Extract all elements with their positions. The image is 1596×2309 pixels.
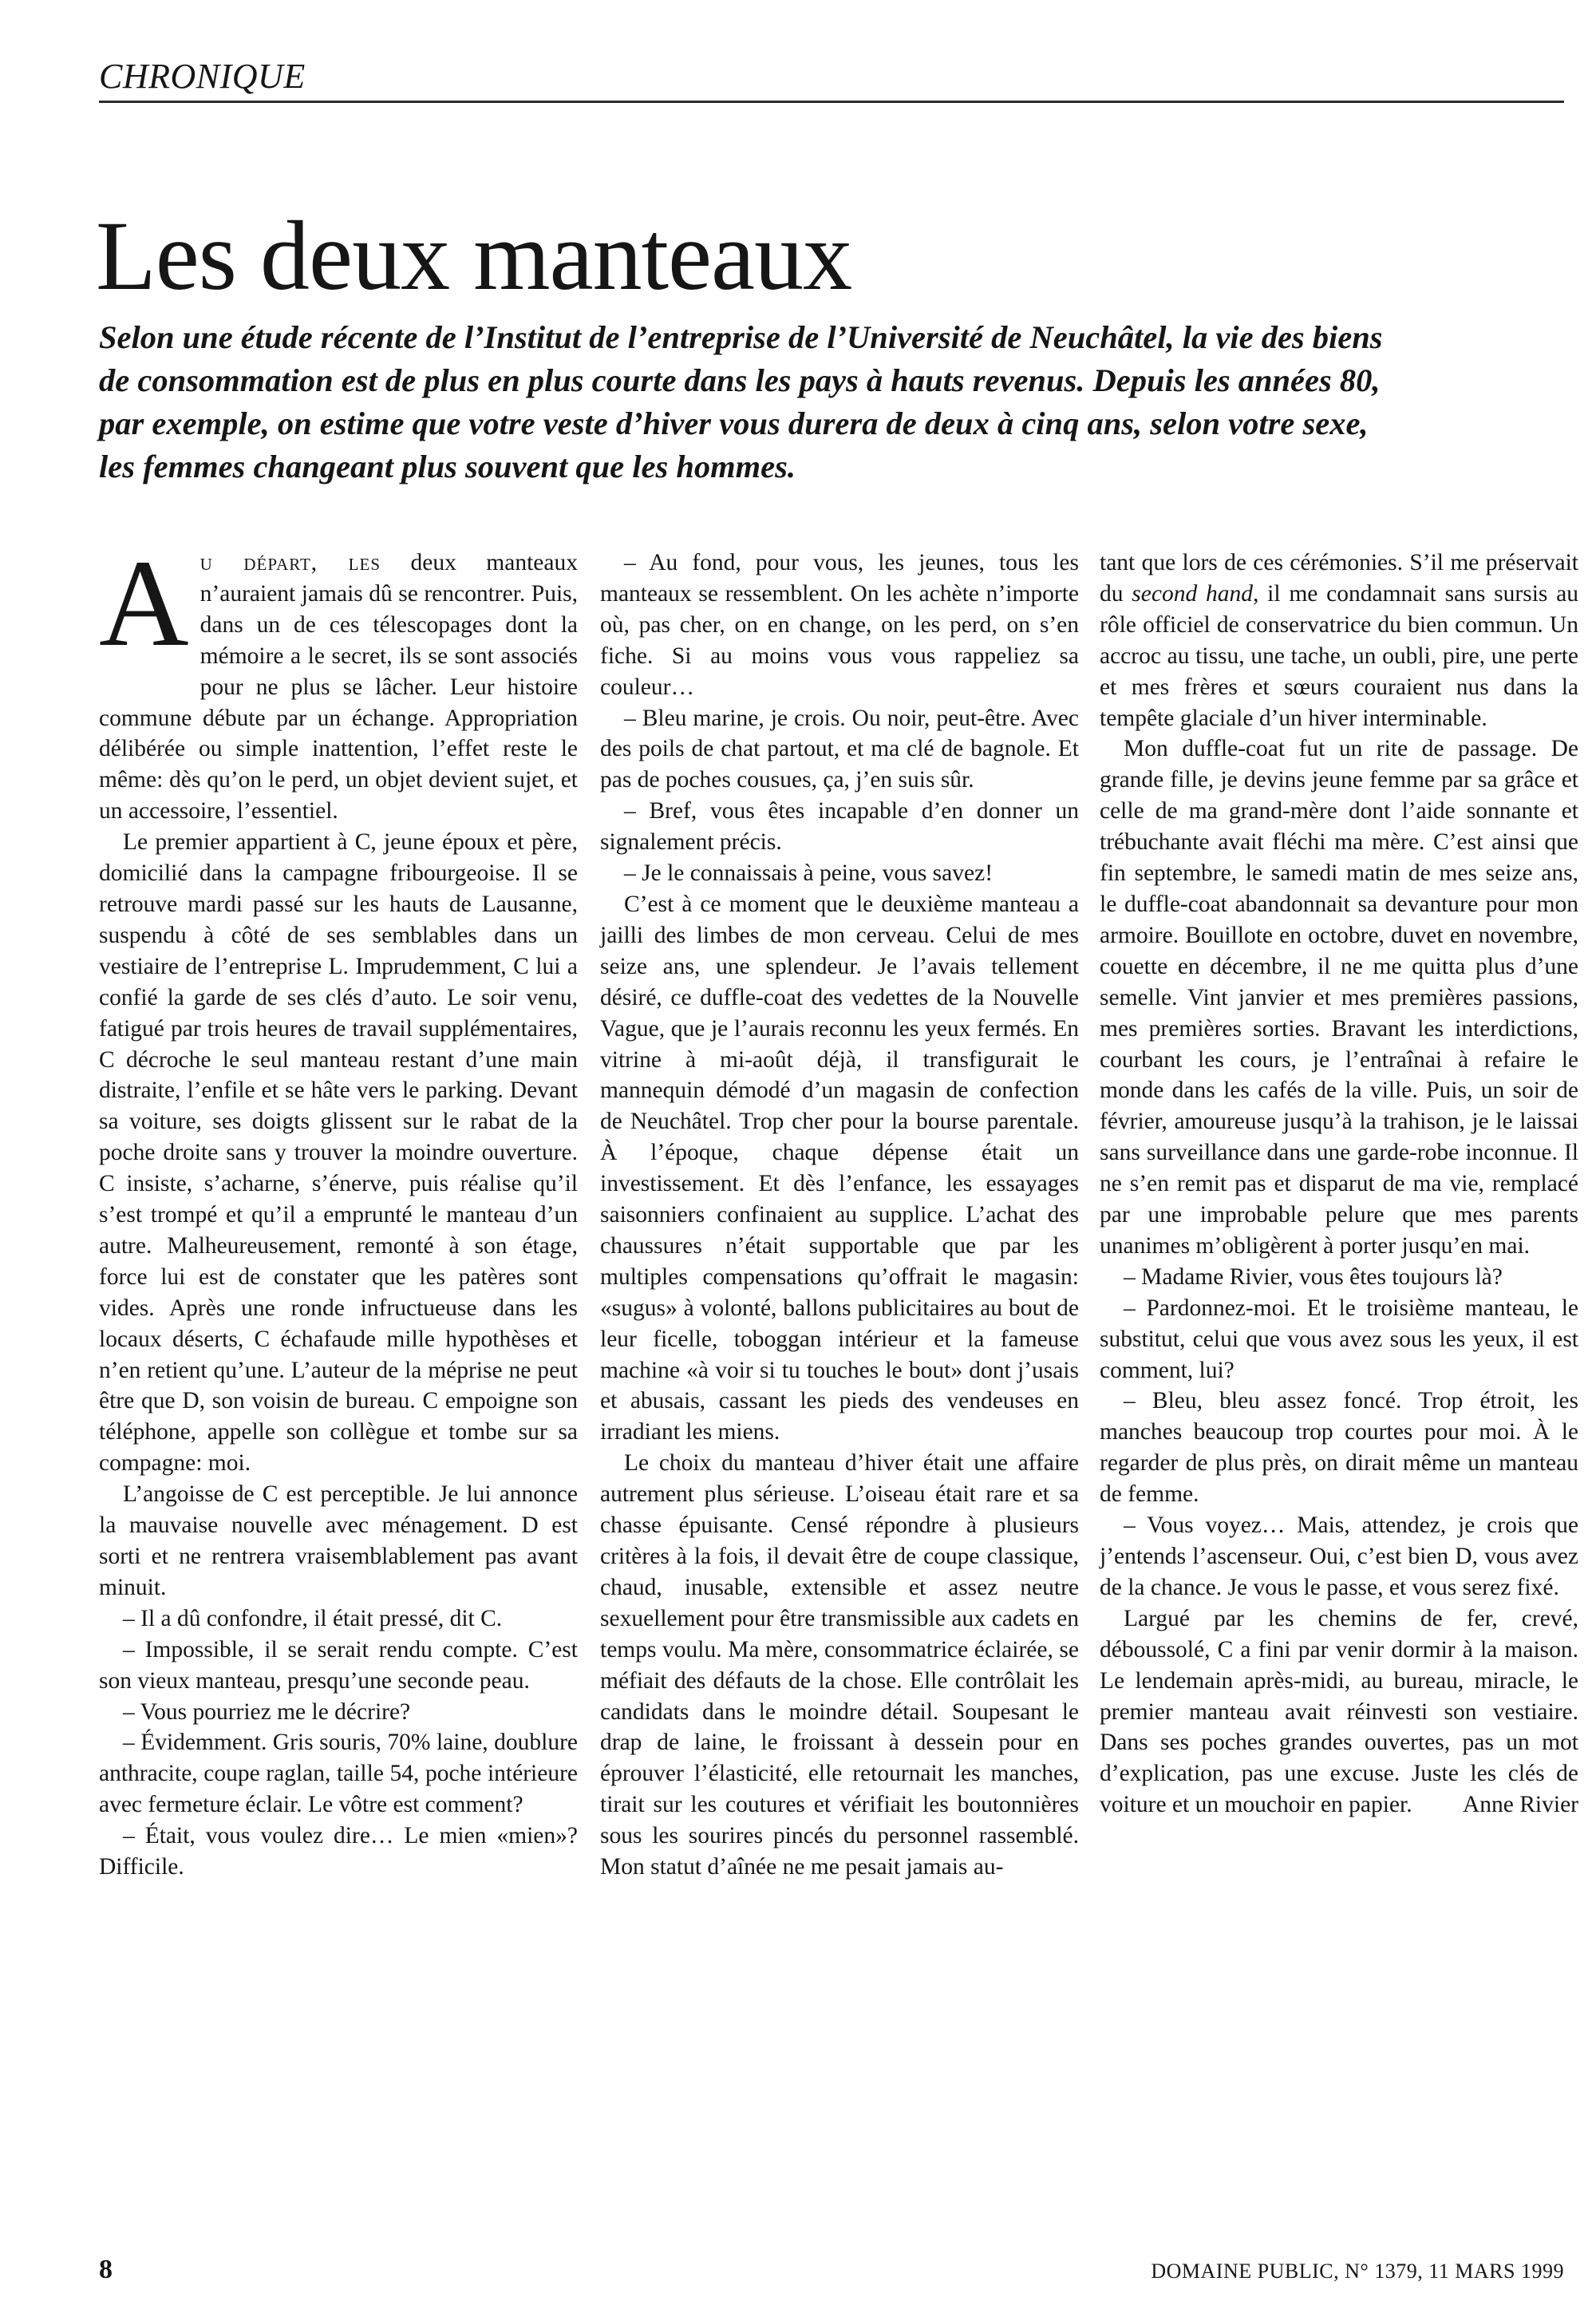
column-1: [99, 534, 578, 1883]
column-3: [1100, 548, 1578, 1821]
rubric-header: CHRONIQUE: [99, 56, 1564, 103]
article-title: Les deux manteaux: [96, 201, 852, 311]
page-number: 8: [99, 2255, 113, 2284]
opening-text: deux manteaux n’auraient jamais dû se rencontrer. Puis, dans un de ces télescopages dont la mémoire a le secret, ils se sont associés pour ne plus se lâcher. Leur histoire commune débute par un échange. Appropriation délibérée ou simple inattention, l’effet reste le même: dès qu’on le perd, un objet devient sujet, et un accessoire, l’essentiel.: [99, 550, 578, 824]
dialogue-line: – Évidemment. Gris souris, 70% laine, doublure anthracite, coupe raglan, taille 54, poche intérieure avec fermeture éclair. Le vôtre est comment?: [99, 1730, 578, 1818]
paragraph: Le choix du manteau d’hiver était une affaire autrement plus sérieuse. L’oiseau était rare et sa chasse épuisante. Censé répondre à plusieurs critères à la fois, il devait être de coupe classique, chaud, inusable, extensible et assez neutre sexuellement pour être transmissible aux cadets en temps voulu. Ma mère, consommatrice éclairée, se méfiait des défauts de la chose. Elle contrôlait les candidats dans le moindre détail. Soupesant le drap de laine, le froissant à dessein pour en éprouver l’élasticité, elle retournait les manches, tirait sur les coutures et vérifiait les boutonnières sous les sourires pincés du personnel rassemblé. Mon statut d’aînée ne me pesait jamais au-: [600, 1450, 1079, 1880]
text-run: tant que lors de ces cérémonies. S’il me préservait du: [1100, 550, 1578, 607]
paragraph: Mon duffle-coat fut un rite de passage. De grande fille, je devins jeune femme par sa grâce et celle de ma grand-mère dont l’aide sonnante et trébuchante avait fléchi ma mère. C’est ainsi que fin septembre, le samedi matin de mes seize ans, le duffle-coat abandonnait sa devanture pour mon armoire. Bouillote en octobre, duvet en novembre, couette en décembre, il ne me quitta plus d’une semelle. Vint janvier et mes premières passions, mes premières sorties. Bravant les interdictions, courbant les cours, je l’entraînai à refaire le monde dans les cafés de la ville. Puis, un soir de février, amoureuse jusqu’à la trahison, je le laissai sans surveillance dans une garde-robe inconnue. Il ne s’en remit pas et disparut de ma vie, remplacé par une improbable pelure que mes parents unanimes m’obligèrent à porter jusqu’en mai.: [1100, 736, 1578, 1259]
dialogue-line: – Pardonnez-moi. Et le troisième manteau, le substitut, celui que vous avez sous les yeux, il est comment, lui?: [1100, 1295, 1578, 1383]
dialogue-line: – Était, vous voulez dire… Le mien «mien»? Difficile.: [99, 1823, 578, 1880]
dialogue-line: – Bref, vous êtes incapable d’en donner un signalement précis.: [600, 798, 1079, 856]
dialogue-line: – Bleu, bleu assez foncé. Trop étroit, les manches beaucoup trop courtes pour moi. À le regarder de plus près, on dirait même un manteau de femme.: [1100, 1388, 1578, 1508]
dialogue-line: – Madame Rivier, vous êtes toujours là?: [1124, 1263, 1503, 1290]
paragraph: C’est à ce moment que le deuxième manteau a jailli des limbes de mon cerveau. Celui de mes seize ans, une splendeur. Je l’avais tellement désiré, ce duffle-coat des vedettes de la Nouvelle Vague, que je l’aurais reconnu les yeux fermés. En vitrine à mi-août déjà, il transfigurait le mannequin démodé d’un magasin de confection de Neuchâtel. Trop cher pour la bourse parentale. À l’époque, chaque dépense était un investissement. Et dès l’enfance, les essayages saisonniers confinaient au supplice. L’achat des chaussures n’était supportable que par les multiples compensations qu’offrait le magasin: «sugus» à volonté, ballons publicitaires au bout de leur ficelle, toboggan intérieur et la fameuse machine «à voir si tu touches le bout» dont j’usais et abusais, cassant les pieds des vendeuses en irradiant les miens.: [600, 891, 1079, 1445]
author-signature: Anne Rivier: [1462, 1792, 1578, 1818]
opening-paragraph: [99, 534, 578, 827]
dialogue-line: – Vous voyez… Mais, attendez, je crois que j’entends l’ascenseur. Oui, c’est bien D, vous avez de la chance. Je vous le passe, et vous serez fixé.: [1100, 1512, 1578, 1600]
dialogue-line: – Bleu marine, je crois. Ou noir, peut-être. Avec des poils de chat partout, et ma clé de bagnole. Et pas de poches cousues, ça, j’en suis sûr.: [600, 705, 1079, 793]
lead-paragraph: Selon une étude récente de l’Institut de l’entreprise de l’Université de Neuchâtel, la vie des biens de consommation est de plus en plus courte dans les pays à hauts revenus. Depuis les années 80, par exemple, on estime que votre veste d’hiver vous durera de deux à cinq ans, selon votre sexe, les femmes changeant plus souvent que les hommes.: [99, 319, 1383, 484]
continued-paragraph: [1100, 548, 1578, 733]
final-paragraph: [1100, 1603, 1578, 1821]
paragraph: L’angoisse de C est perceptible. Je lui annonce la mauvaise nouvelle avec ménagement. D est sorti et ne rentrera vraisemblablement pas avant minuit.: [99, 1481, 578, 1600]
italic-phrase: second hand: [1132, 580, 1253, 607]
dialogue-line: – Impossible, il se serait rendu compte. C’est son vieux manteau, presqu’une seconde peau.: [99, 1636, 578, 1694]
text-run: , il me condamnait sans sursis au rôle officiel de conservatrice du bien commun. Un accroc au tissu, une tache, un oubli, pire, une perte et mes frères et sœurs couraient nus dans la tempête glaciale d’un hiver interminable.: [1100, 580, 1578, 731]
drop-cap: A: [99, 534, 189, 672]
publication-footer: DOMAINE PUBLIC, N° 1379, 11 MARS 1999: [1151, 2260, 1564, 2283]
dialogue-line: – Vous pourriez me le décrire?: [123, 1698, 411, 1725]
text-run: Largué par les chemins de fer, crevé, déboussolé, C a fini par venir dormir à la maison. Le lendemain après-midi, au bureau, miracle, le premier manteau avait réinvesti son vestiaire. Dans ses poches grandes ouvertes, pas un mot d’explication, pas une excuse. Juste les clés de voiture et un mouchoir en papier.: [1100, 1605, 1578, 1818]
paragraph: Le premier appartient à C, jeune époux et père, domicilié dans la campagne fribourgeoise. Il se retrouve mardi passé sur les hauts de Lausanne, suspendu à côté de ses semblables dans un vestiaire de l’entreprise L. Imprudemment, C lui a confié la garde de ses clés d’auto. Le soir venu, fatigué par trois heures de travail supplémentaires, C décroche le seul manteau restant d’une main distraite, l’enfile et se hâte vers le parking. Devant sa voiture, ses doigts glissent sur le rabat de la poche droite sans y trouver la moindre ouverture. C insiste, s’acharne, s’énerve, puis réalise qu’il s’est trompé et qu’il a emprunté le manteau d’un autre. Malheureusement, remonté à son étage, force lui est de constater que les patères sont vides. Après une ronde infructueuse dans les locaux déserts, C échafaude mille hypothèses et n’en retient qu’une. L’auteur de la méprise ne peut être que D, son voisin de bureau. C empoigne son téléphone, appelle son collègue et tombe sur sa compagne: moi.: [99, 829, 578, 1477]
column-2: [600, 548, 1079, 1883]
dialogue-line: – Il a dû confondre, il était pressé, dit C.: [123, 1605, 503, 1631]
dialogue-line: – Au fond, pour vous, les jeunes, tous les manteaux se ressemblent. On les achète n’importe où, pas cher, on en change, on les perd, on s’en fiche. Si au moins vous vous rappeliez sa couleur…: [600, 550, 1079, 700]
opening-smallcaps: u départ, les: [200, 550, 381, 575]
dialogue-line: – Je le connaissais à peine, vous savez!: [624, 860, 994, 887]
article-lead: [99, 316, 1408, 488]
